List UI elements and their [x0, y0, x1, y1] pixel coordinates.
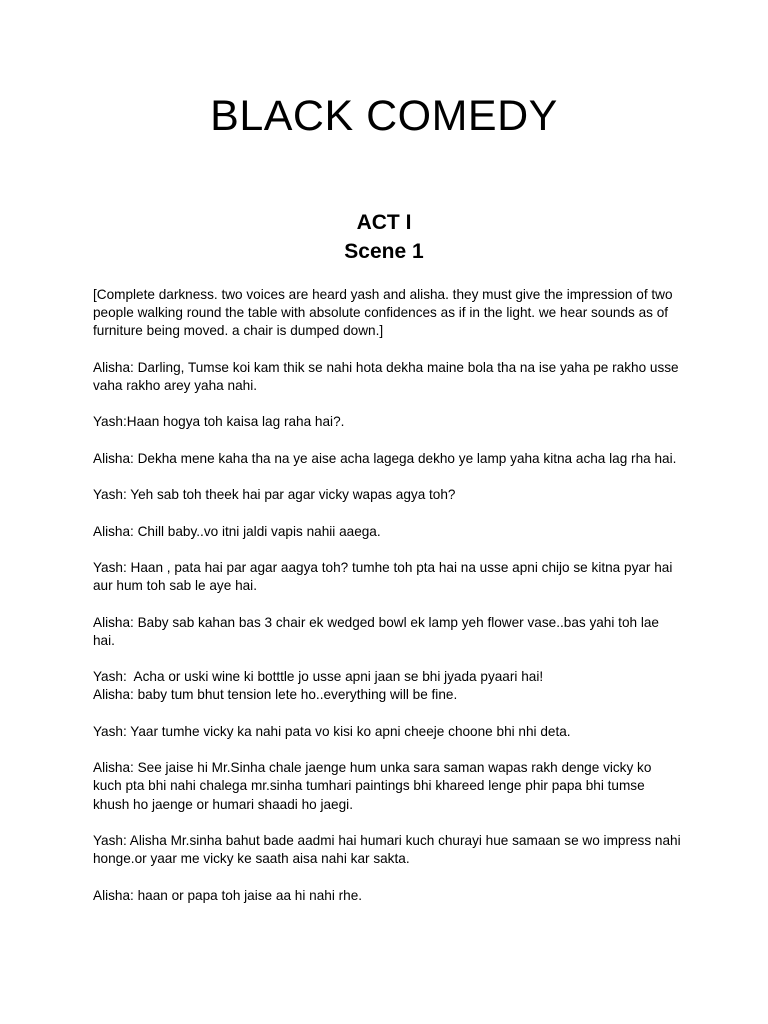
dialogue-line: Alisha: Darling, Tumse koi kam thik se nahi hota dekha maine bola tha na ise yaha pe rakho usse vaha rakho arey yaha nahi. [93, 359, 683, 393]
document-title: BLACK COMEDY [210, 92, 558, 140]
dialogue-line: Alisha: baby tum bhut tension lete ho..everything will be fine. [93, 687, 458, 703]
dialogue-line: Yash: Acha or uski wine ki botttle jo usse apni jaan se bhi jyada pyaari hai! [93, 669, 544, 685]
dialogue-line: Alisha: See jaise hi Mr.Sinha chale jaenge hum unka sara saman wapas rakh denge vicky ko kuch pta bhi nahi chalega mr.sinha tumhari paintings bhi khareed lenge phir papa bhi tumse khush ho jaenge or humari shaadi ho jaegi. [93, 760, 656, 812]
dialogue-line: Alisha: haan or papa toh jaise aa hi nahi rhe. [93, 887, 363, 903]
dialogue-line: Yash: Yaar tumhe vicky ka nahi pata vo kisi ko apni cheeje choone bhi nhi deta. [93, 723, 571, 739]
dialogue-line: Alisha: Baby sab kahan bas 3 chair ek wedged bowl ek lamp yeh flower vase..bas yahi toh lae hai. [93, 614, 663, 648]
scene-heading: Scene 1 [344, 240, 424, 263]
script-body [93, 286, 683, 923]
dialogue-line: Yash: Haan , pata hai par agar aagya toh? tumhe toh pta hai na usse apni chijo se kitna pyar hai aur hum toh sab le aye hai. [93, 559, 677, 594]
dialogue-line: Yash: Yeh sab toh theek hai par agar vicky wapas agya toh? [93, 487, 456, 503]
dialogue-line: Alisha: Chill baby..vo itni jaldi vapis nahii aaega. [93, 523, 381, 539]
act-heading: ACT I [356, 211, 412, 234]
dialogue-line: Alisha: Dekha mene kaha tha na ye aise acha lagega dekho ye lamp yaha kitna acha lag rha hai. [93, 450, 677, 466]
dialogue-line: Yash: Alisha Mr.sinha bahut bade aadmi hai humari kuch churayi hue samaan se wo impress nahi honge.or yaar me vicky ke saath aisa nahi kar sakta. [93, 832, 685, 867]
stage-direction: [Complete darkness. two voices are heard yash and alisha. they must give the impression of two people walking round the table with absolute confidences as if in the light. we hear sounds as of furniture being moved. a chair is dumped down.] [93, 287, 677, 339]
dialogue-line: Yash:Haan hogya toh kaisa lag raha hai?. [93, 414, 345, 430]
